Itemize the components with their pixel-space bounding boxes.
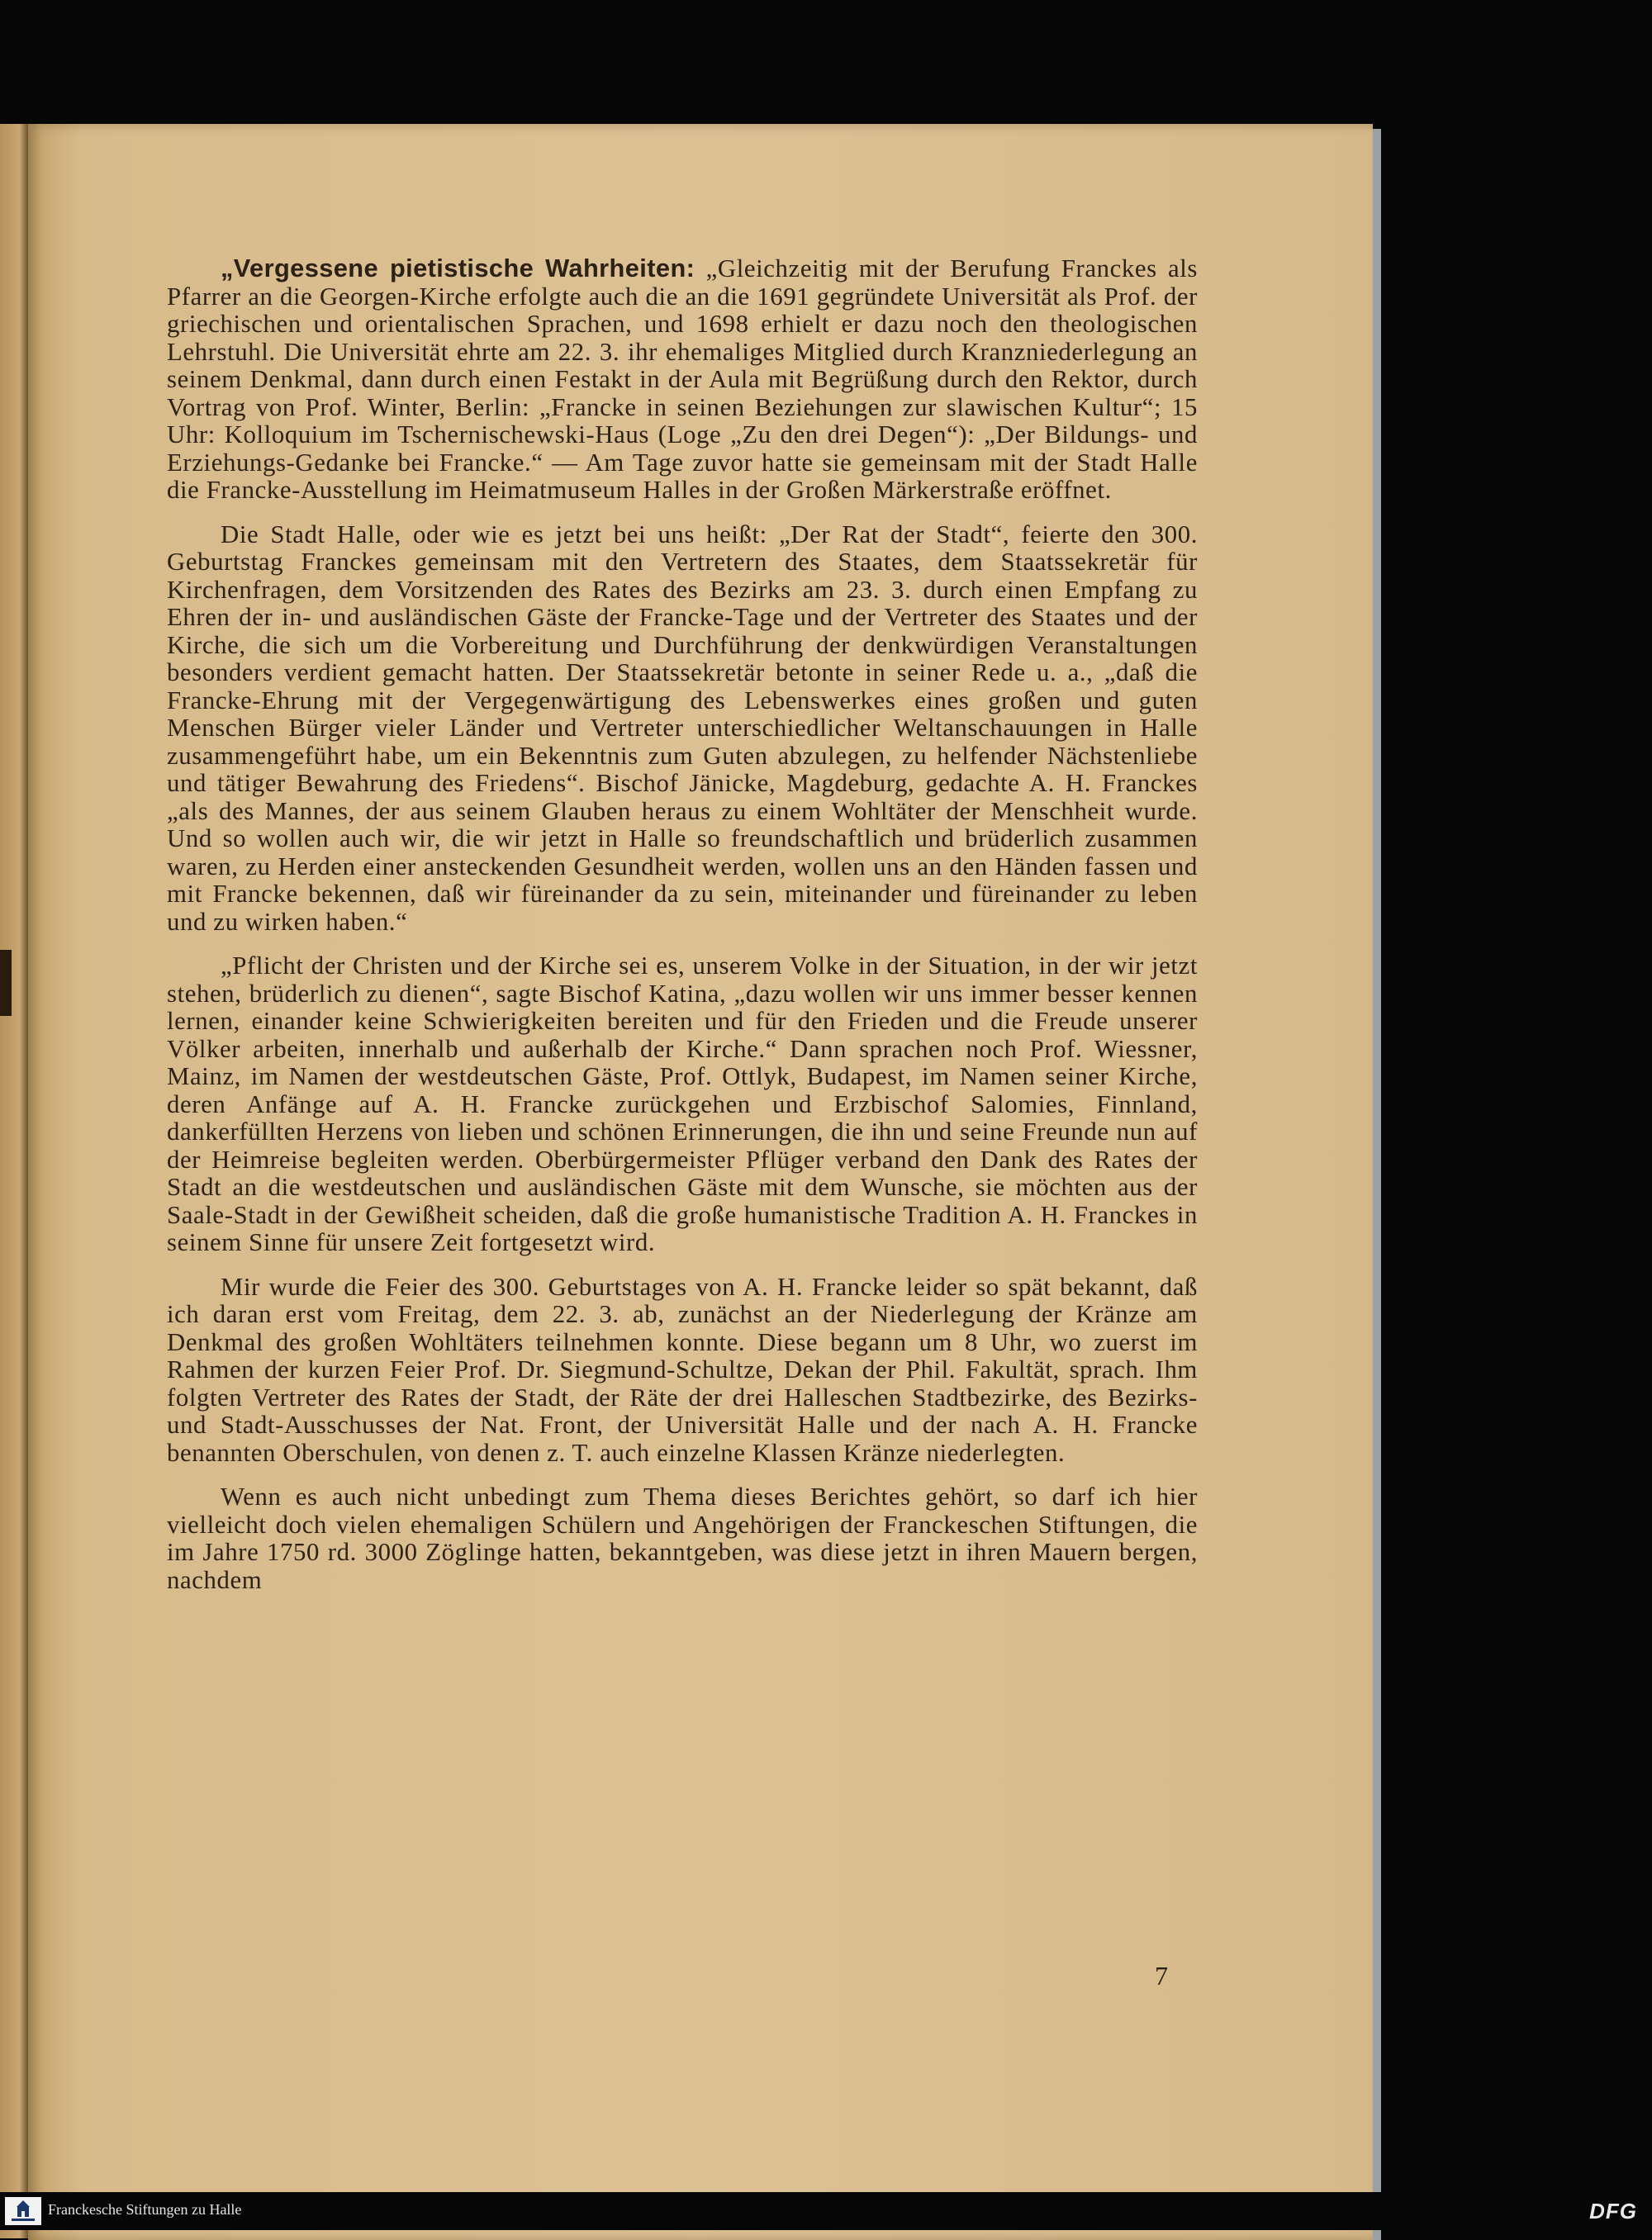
paragraph-2 xyxy=(167,521,1198,937)
page-number: 7 xyxy=(1155,1961,1168,1991)
paragraph-5 xyxy=(167,1483,1198,1594)
paragraph-text: „Gleichzeitig mit der Berufung Franckes als Pfarrer an die Georgen-Kirche erfolgte auch die an die 1691 gegründete Universität als Prof. der griechischen und orientalischen Sprachen, und 1698 erhielt er dazu noch den theologischen Lehrstuhl. Die Universität ehrte am 22. 3. ihr ehemaliges Mitglied durch Kranzniederlegung an seinem Denkmal, dann durch einen Festakt in der Aula mit Begrüßung durch den Rektor, durch Vortrag von Prof. Winter, Berlin: „Francke in seinen Beziehungen zur slawischen Kultur“; 15 Uhr: Kolloquium im Tschernischewski-Haus (Loge „Zu den drei Degen“): „Der Bildungs- und Erziehungs-Gedanke bei Francke.“ — Am Tage zuvor hatte sie gemeinsam mit der Stadt Halle die Francke-Ausstellung im Heimatmuseum Halles in der Großen Märkerstraße eröffnet. xyxy=(167,254,1198,504)
paragraph-1 xyxy=(167,254,1198,505)
left-page-edge xyxy=(0,124,28,2238)
paragraph-text: Mir wurde die Feier des 300. Geburtstages von A. H. Francke leider so spät bekannt, daß ich daran erst vom Freitag, dem 22. 3. ab, zunächst an der Niederlegung der Kränze am Denkmal des großen Wohltäters teilnehmen konnte. Diese begann um 8 Uhr, wo zuerst im Rahmen der kurzen Feier Prof. Dr. Siegmund-Schultze, Dekan der Phil. Fakultät, sprach. Ihm folgten Vertreter des Rates der Stadt, der Räte der drei Halleschen Stadtbezirke, des Bezirks- und Stadt-Ausschusses der Nat. Front, der Universität Halle und der nach A. H. Francke benannten Oberschulen, von denen z. T. auch einzelne Klassen Kränze niederlegten. xyxy=(167,1272,1198,1467)
paragraph-4 xyxy=(167,1274,1198,1468)
dfg-logo: DFG xyxy=(1589,2199,1637,2223)
scanned-page xyxy=(28,124,1373,2240)
paragraph-lead-in: „Vergessene pietistische Wahrheiten: xyxy=(221,254,695,282)
paragraph-3 xyxy=(167,952,1198,1257)
institution-name: Franckesche Stiftungen zu Halle xyxy=(48,2201,242,2218)
article-body xyxy=(167,254,1198,1611)
paragraph-text: Wenn es auch nicht unbedingt zum Thema dieses Berichtes gehört, so darf ich hier vielleicht doch vielen ehemaligen Schülern und Angehörigen der Franckeschen Stiftungen, die im Jahre 1750 rd. 3000 Zöglinge hatten, bekanntgeben, was diese jetzt in ihren Mauern bergen, nachdem xyxy=(167,1483,1198,1594)
left-page-print-fragment xyxy=(0,950,12,1016)
page-side-edge xyxy=(1373,129,1381,2240)
viewer-footer xyxy=(0,2192,1652,2230)
paragraph-text: „Pflicht der Christen und der Kirche sei es, unserem Volke in der Situation, in der wir jetzt stehen, brüderlich zu dienen“, sagte Bischof Katina, „dazu wollen wir uns immer besser kennen lernen, einander keine Schwierigkeiten bereiten und für den Frieden und die Freude unserer Völker arbeiten, innerhalb und außerhalb der Kirche.“ Dann sprachen noch Prof. Wiessner, Mainz, im Namen der westdeutschen Gäste, Prof. Ottlyk, Budapest, im Namen seiner Kirche, deren Anfänge auf A. H. Francke zurückgehen und Erzbischof Salomies, Finnland, dankerfüllten Herzens von lieben und schönen Erinnerungen, die ihn und seine Freunde nun auf der Heimreise begleiten werden. Oberbürgermeister Pflüger verband den Dank des Rates der Stadt an die westdeutschen und ausländischen Gäste mit dem Wunsche, sie möchten aus der Saale-Stadt in der Gewißheit scheiden, daß die große humanistische Tradition A. H. Franckes in seinem Sinne für unsere Zeit fortgesetzt wird. xyxy=(167,952,1198,1256)
institution-logo-icon xyxy=(5,2197,41,2225)
paragraph-text: Die Stadt Halle, oder wie es jetzt bei uns heißt: „Der Rat der Stadt“, feierte den 300. Geburtstag Franckes gemeinsam mit den Vertretern des Staates, dem Staatssekretär für Kirchenfragen, dem Vorsitzenden des Rates des Bezirks am 23. 3. durch einen Empfang zu Ehren der in- und ausländischen Gäste der Francke-Tage und der Vertreter des Staates und der Kirche, die sich um die Vorbereitung und Durchführung der denkwürdigen Veranstaltungen besonders verdient gemacht hatten. Der Staatssekretär betonte in seiner Rede u. a., „daß die Francke-Ehrung mit der Vergegenwärtigung des Lebenswerkes eines großen und guten Menschen Bürger vieler Länder und Vertreter unterschiedlicher Weltanschauungen in Halle zusammengeführt habe, um ein Bekenntnis zum Guten abzulegen, zu helfender Nächstenliebe und tätiger Bewahrung des Friedens“. Bischof Jänicke, Magdeburg, gedachte A. H. Franckes „als des Mannes, der aus seinem Glauben heraus zu einem Wohltäter der Menschheit wurde. Und so wollen auch wir, die wir jetzt in Halle so freundschaftlich und brüderlich zusammen waren, zu Herden einer ansteckenden Gesundheit werden, wollen uns an den Händen fassen und mit Francke bekennen, daß wir füreinander da zu sein, miteinander und füreinander zu leben und zu wirken haben.“ xyxy=(167,520,1198,936)
